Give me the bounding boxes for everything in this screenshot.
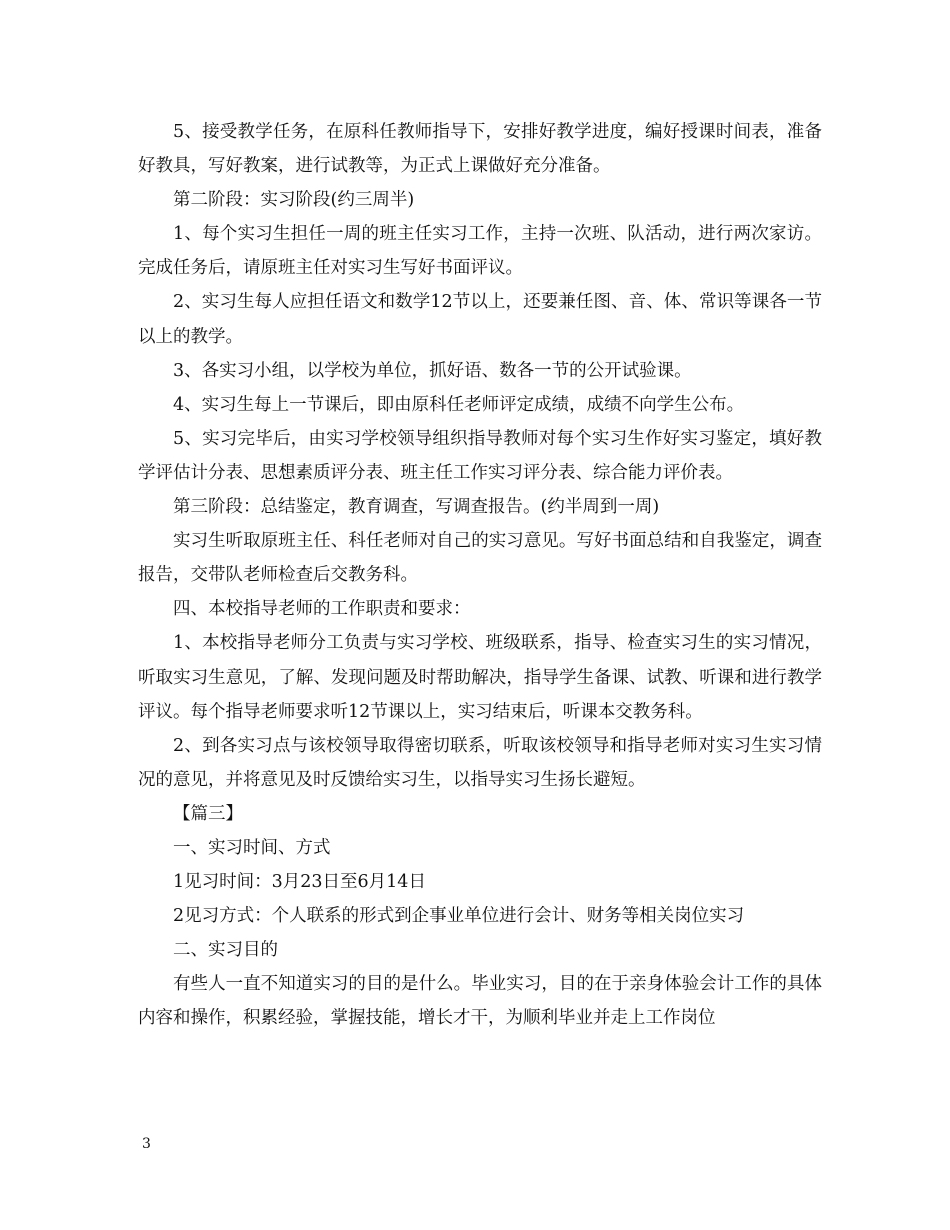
paragraph: 3、各实习小组，以学校为单位，抓好语、数各一节的公开试验课。 <box>173 360 692 381</box>
paragraph: 5、实习完毕后，由实习学校领导组织指导教师对每个实习生作好实习鉴定，填好教学评估计分表、思想素质评分表、班主任工作实习评分表、综合能力评价表。 <box>138 428 822 483</box>
section-heading: 二、实习目的 <box>173 940 278 961</box>
document-body <box>138 115 822 1036</box>
paragraph: 2、到各实习点与该校领导取得密切联系，听取该校领导和指导老师对实习生实习情况的意见，并将意见及时反馈给实习生，以指导实习生扬长避短。 <box>138 735 822 790</box>
paragraph: 1、每个实习生担任一周的班主任实习工作，主持一次班、队活动，进行两次家访。完成任务后，请原班主任对实习生写好书面评议。 <box>138 224 822 279</box>
paragraph: 2见习方式：个人联系的形式到企事业单位进行会计、财务等相关岗位实习 <box>173 906 745 927</box>
paragraph: 4、实习生每上一节课后，即由原科任老师评定成绩，成绩不向学生公布。 <box>173 394 745 415</box>
paragraph: 5、接受教学任务，在原科任教师指导下，安排好教学进度，编好授课时间表，准备好教具，写好教案，进行试教等，为正式上课做好充分准备。 <box>138 122 822 177</box>
paragraph: 2、实习生每人应担任语文和数学12节以上，还要兼任图、音、体、常识等课各一节以上的教学。 <box>138 292 822 347</box>
paragraph: 1见习时间：3月23日至6月14日 <box>173 872 426 893</box>
section-heading: 第二阶段：实习阶段(约三周半) <box>173 190 415 211</box>
paragraph: 有些人一直不知道实习的目的是什么。毕业实习，目的在于亲身体验会计工作的具体内容和操作，积累经验，掌握技能，增长才干，为顺利毕业并走上工作岗位 <box>138 974 822 1029</box>
paragraph: 1、本校指导老师分工负责与实习学校、班级联系，指导、检查实习生的实习情况，听取实习生意见，了解、发现问题及时帮助解决，指导学生备课、试教、听课和进行教学评议。每个指导老师要求听12节课以上，实习结束后，听课本交教务科。 <box>138 633 822 722</box>
section-heading: 一、实习时间、方式 <box>173 837 331 858</box>
section-heading: 四、本校指导老师的工作职责和要求： <box>173 599 471 620</box>
part-heading: 【篇三】 <box>173 803 243 824</box>
page-number: 3 <box>142 1136 151 1152</box>
section-heading: 第三阶段：总结鉴定，教育调查，写调查报告。(约半周到一周) <box>173 497 660 518</box>
paragraph: 实习生听取原班主任、科任老师对自己的实习意见。写好书面总结和自我鉴定，调查报告，交带队老师检查后交教务科。 <box>138 531 822 586</box>
